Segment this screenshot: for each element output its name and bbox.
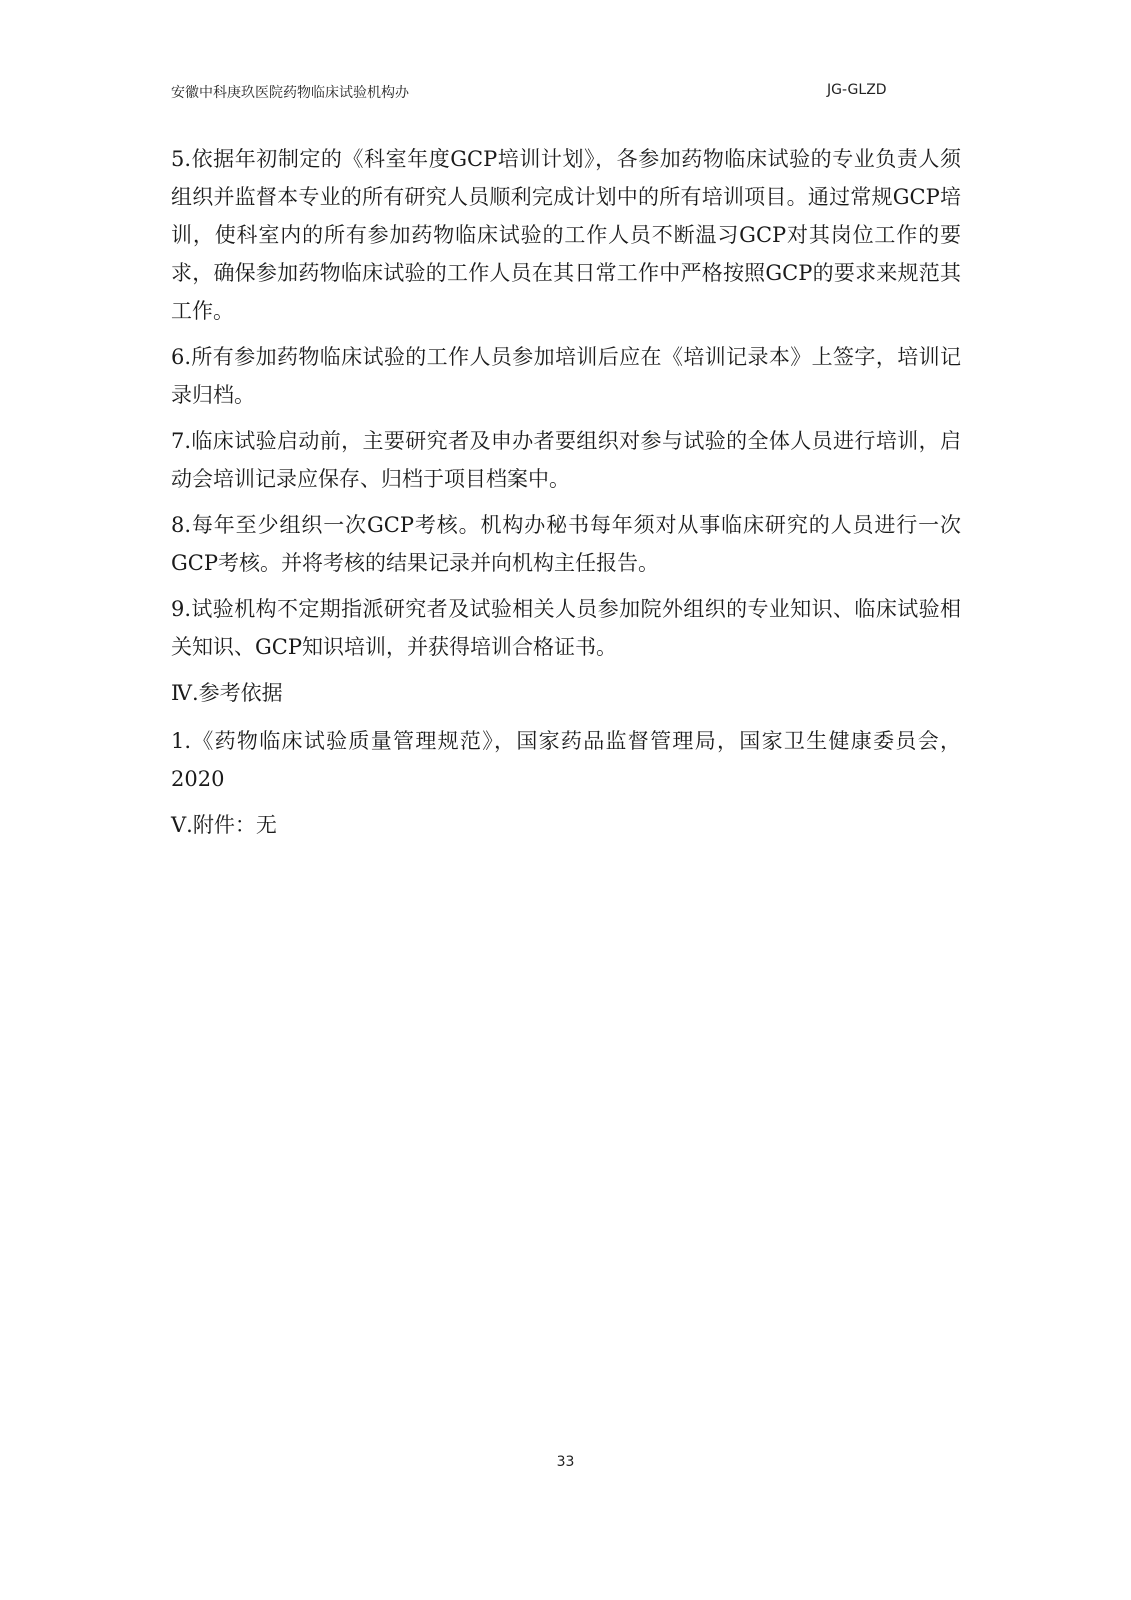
page-number: 33	[556, 1454, 575, 1470]
paragraph-item-9: 9.试验机构不定期指派研究者及试验相关人员参加院外组织的专业知识、临床试验相关知识、GCP知识培训，并获得培训合格证书。	[171, 597, 961, 659]
page-header	[171, 82, 961, 106]
document-code: JG-GLZD	[827, 82, 887, 98]
paragraph-item-5: 5.依据年初制定的《科室年度GCP培训计划》，各参加药物临床试验的专业负责人须组织并监督本专业的所有研究人员顺利完成计划中的所有培训项目。通过常规GCP培训，使科室内的所有参加药物临床试验的工作人员不断温习GCP对其岗位工作的要求，确保参加药物临床试验的工作人员在其日常工作中严格按照GCP的要求来规范其工作。	[171, 147, 961, 323]
paragraph-item-6: 6.所有参加药物临床试验的工作人员参加培训后应在《培训记录本》上签字，培训记录归档。	[171, 345, 961, 407]
document-body	[171, 140, 961, 854]
reference-item-1: 1.《药物临床试验质量管理规范》，国家药品监督管理局，国家卫生健康委员会，2020	[171, 729, 961, 791]
section-heading-references: Ⅳ.参考依据	[171, 681, 283, 705]
paragraph-item-7: 7.临床试验启动前，主要研究者及申办者要组织对参与试验的全体人员进行培训，启动会培训记录应保存、归档于项目档案中。	[171, 429, 961, 491]
header-title: 安徽中科庚玖医院药物临床试验机构办	[171, 85, 409, 101]
paragraph-item-8: 8.每年至少组织一次GCP考核。机构办秘书每年须对从事临床研究的人员进行一次GCP考核。并将考核的结果记录并向机构主任报告。	[171, 513, 961, 575]
section-heading-attachments: Ⅴ.附件：无	[171, 813, 277, 837]
